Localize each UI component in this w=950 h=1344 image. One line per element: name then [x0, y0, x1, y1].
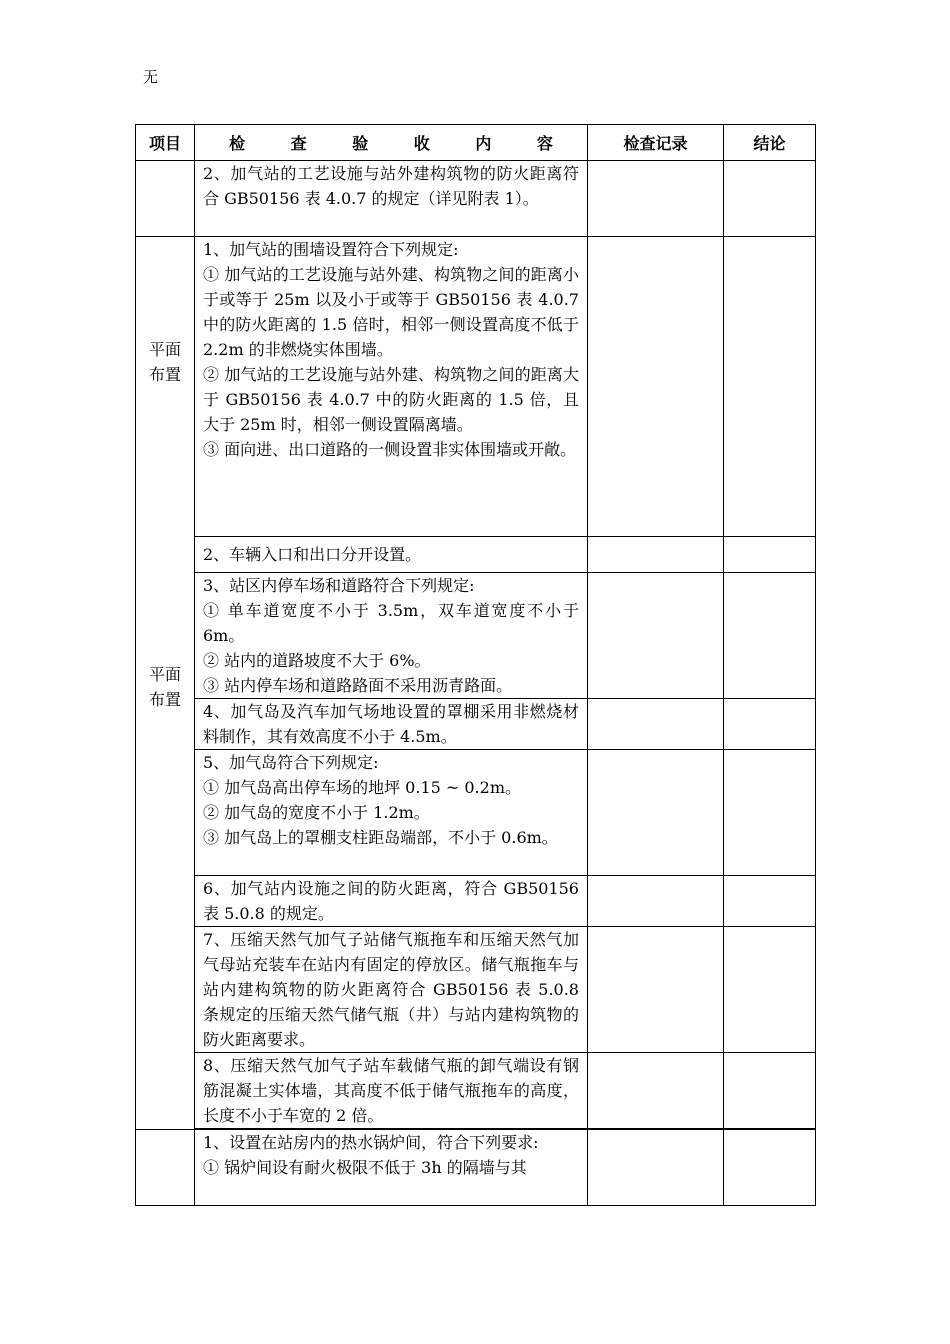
content-line: ① 锅炉间设有耐火极限不低于 3h 的隔墙与其 — [203, 1158, 527, 1177]
category-label: 平面 — [148, 665, 181, 684]
table-row — [136, 237, 816, 537]
header-content-label: 检 查 验 收 内 容 — [229, 134, 573, 153]
conclusion-cell[interactable] — [724, 161, 816, 237]
record-cell[interactable] — [588, 537, 724, 573]
content-line: ② 站内的道路坡度不大于 6%。 — [203, 651, 431, 670]
content-line: ① 加气岛高出停车场的地坪 0.15 ~ 0.2m。 — [203, 778, 521, 797]
table-row — [136, 161, 816, 237]
content-line: 7、压缩天然气加气子站储气瓶拖车和压缩天然气加气母站充装车在站内有固定的停放区。储气瓶拖车与站内建构筑物的防火距离符合 GB50156 表 5.0.8 条规定的压缩天然气储气瓶（井）与站内建构筑物的防火距离要求。 — [203, 930, 579, 1049]
conclusion-cell[interactable] — [724, 699, 816, 750]
content-line: 1、设置在站房内的热水锅炉间，符合下列要求: — [203, 1133, 539, 1152]
content-line: ① 加气站的工艺设施与站外建、构筑物之间的距离小于或等于 25m 以及小于或等于 GB50156 表 4.0.7 中的防火距离的 1.5 倍时，相邻一侧设置高度不低于 2.2m 的非燃烧实体围墙。 — [203, 265, 579, 359]
content-line: ③ 加气岛上的罩棚支柱距岛端部，不小于 0.6m。 — [203, 828, 558, 847]
content-cell — [195, 927, 588, 1053]
category-label: 平面 — [148, 340, 181, 359]
content-line: ② 加气岛的宽度不小于 1.2m。 — [203, 803, 430, 822]
conclusion-cell[interactable] — [724, 1130, 816, 1206]
record-cell[interactable] — [588, 927, 724, 1053]
content-cell — [195, 1053, 588, 1129]
conclusion-cell[interactable] — [724, 237, 816, 537]
table-row — [136, 1130, 816, 1206]
table-header-row — [136, 125, 816, 161]
content-line: 2、车辆入口和出口分开设置。 — [203, 545, 422, 564]
record-cell[interactable] — [588, 1053, 724, 1129]
table-row — [136, 876, 816, 927]
content-cell — [195, 573, 588, 699]
record-cell[interactable] — [588, 1130, 724, 1206]
category-label: 布置 — [148, 365, 181, 384]
table-row — [136, 699, 816, 750]
table-row — [136, 927, 816, 1053]
category-cell — [136, 1130, 195, 1206]
record-cell[interactable] — [588, 237, 724, 537]
table-row — [136, 537, 816, 573]
category-cell — [136, 161, 195, 237]
content-line: 2、加气站的工艺设施与站外建构筑物的防火距离符合 GB50156 表 4.0.7 的规定（详见附表 1）。 — [203, 164, 579, 208]
header-record: 检查记录 — [588, 125, 724, 161]
content-cell — [195, 876, 588, 927]
category-cell-plan-layout — [136, 237, 195, 1130]
category-label: 布置 — [148, 690, 181, 709]
record-cell[interactable] — [588, 161, 724, 237]
content-line: 3、站区内停车场和道路符合下列规定: — [203, 576, 475, 595]
content-line: 6、加气站内设施之间的防火距离，符合 GB50156 表 5.0.8 的规定。 — [203, 879, 579, 923]
page-header-text: 无 — [143, 68, 159, 86]
conclusion-cell[interactable] — [724, 1053, 816, 1129]
content-line: 4、加气岛及汽车加气场地设置的罩棚采用非燃烧材料制作，其有效高度不小于 4.5m。 — [203, 702, 579, 746]
conclusion-cell[interactable] — [724, 750, 816, 876]
header-content — [195, 125, 588, 161]
content-cell — [195, 161, 588, 237]
table-row — [136, 750, 816, 876]
conclusion-cell[interactable] — [724, 927, 816, 1053]
conclusion-cell[interactable] — [724, 876, 816, 927]
conclusion-cell[interactable] — [724, 573, 816, 699]
content-line: ① 单车道宽度不小于 3.5m，双车道宽度不小于 6m。 — [203, 601, 579, 645]
record-cell[interactable] — [588, 876, 724, 927]
table-row — [136, 1053, 816, 1129]
content-line: ③ 面向进、出口道路的一侧设置非实体围墙或开敞。 — [203, 440, 577, 459]
header-item: 项目 — [136, 125, 195, 161]
inspection-table — [135, 124, 816, 1206]
content-cell — [195, 1130, 588, 1206]
conclusion-cell[interactable] — [724, 537, 816, 573]
content-line: ② 加气站的工艺设施与站外建、构筑物之间的距离大于 GB50156 表 4.0.7 中的防火距离的 1.5 倍，且大于 25m 时，相邻一侧设置隔离墙。 — [203, 365, 579, 434]
content-cell — [195, 537, 588, 573]
content-line: 8、压缩天然气加气子站车载储气瓶的卸气端设有钢筋混凝土实体墙，其高度不低于储气瓶拖车的高度，长度不小于车宽的 2 倍。 — [203, 1056, 579, 1125]
record-cell[interactable] — [588, 699, 724, 750]
record-cell[interactable] — [588, 750, 724, 876]
header-conclusion: 结论 — [724, 125, 816, 161]
content-cell — [195, 237, 588, 537]
record-cell[interactable] — [588, 573, 724, 699]
content-cell — [195, 750, 588, 876]
content-line: 1、加气站的围墙设置符合下列规定: — [203, 240, 459, 259]
content-line: ③ 站内停车场和道路路面不采用沥青路面。 — [203, 676, 513, 695]
table-row — [136, 573, 816, 699]
content-line: 5、加气岛符合下列规定: — [203, 753, 379, 772]
content-cell — [195, 699, 588, 750]
